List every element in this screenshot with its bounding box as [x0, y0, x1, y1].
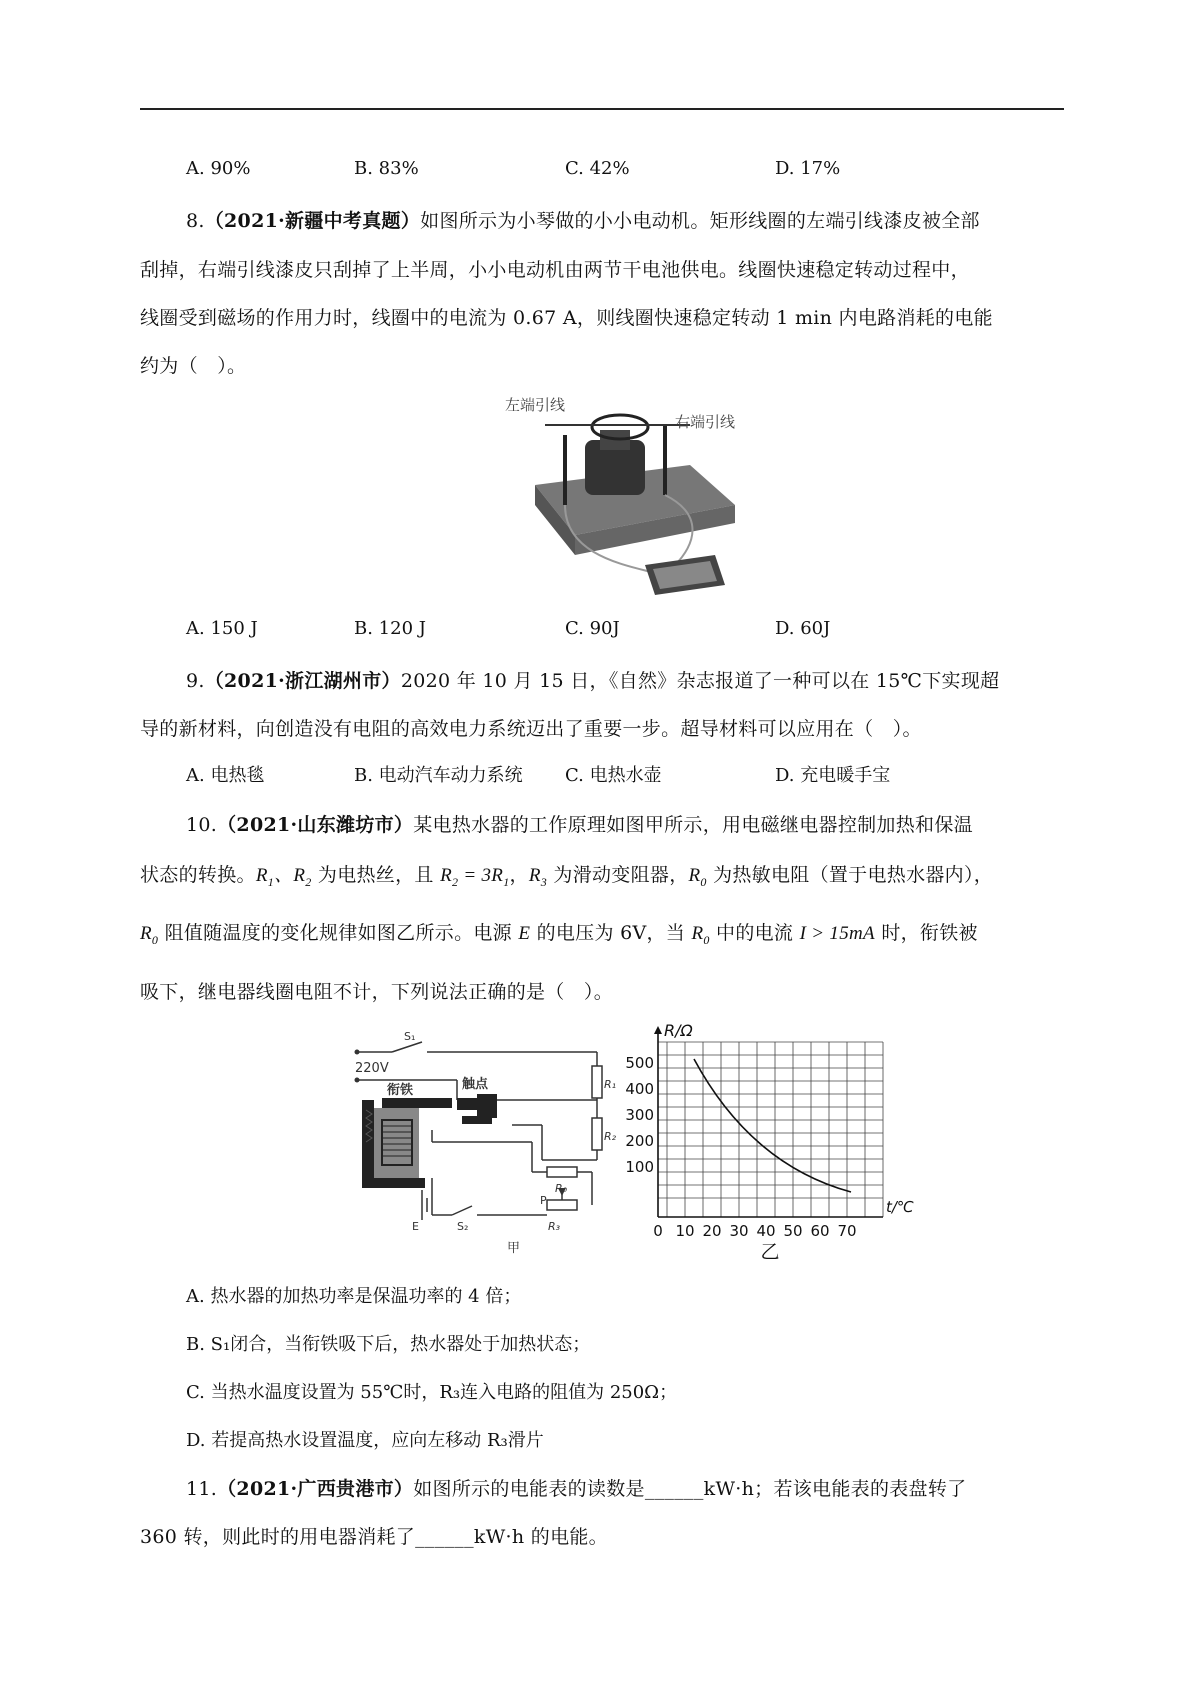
- q9-source: （2021·浙江湖州市）: [204, 670, 401, 692]
- q9-option-c: C. 电热水壶: [565, 765, 662, 786]
- q10-line-3: [140, 918, 978, 948]
- q8-option-a: A. 150 J: [186, 618, 258, 639]
- y-tick-200: 200: [625, 1132, 654, 1150]
- q10-option-a: A. 热水器的加热功率是保温功率的 4 倍；: [186, 1286, 522, 1307]
- y-tick-500: 500: [625, 1054, 654, 1072]
- q8-option-b: B. 120 J: [354, 618, 426, 639]
- x-tick-10: 10: [675, 1222, 695, 1240]
- q10-line-1: [186, 810, 973, 837]
- x-tick-0: 0: [653, 1222, 663, 1240]
- resistance-temperature-graph: [618, 1022, 918, 1262]
- circuit-diagram: [352, 1030, 617, 1260]
- label-e: E: [412, 1220, 419, 1233]
- q8-line-4: 约为（ ）。: [140, 355, 247, 377]
- x-tick-50: 50: [783, 1222, 803, 1240]
- q11-line-2: 360 转，则此时的用电器消耗了______kW·h 的电能。: [140, 1526, 608, 1548]
- q9-text-1: 2020 年 10 月 15 日，《自然》杂志报道了一种可以在 15℃下实现超: [400, 670, 1000, 692]
- q8-line-3: 线圈受到磁场的作用力时，线圈中的电流为 0.67 A，则线圈快速稳定转动 1 min 内电路消耗的电能: [140, 307, 993, 329]
- label-s2: S₂: [457, 1220, 469, 1233]
- q8-number: 8.: [186, 210, 205, 232]
- q7-option-a: A. 90%: [186, 158, 251, 179]
- q10-formula-current: I > 15mA: [799, 923, 875, 944]
- q9-line-2: 导的新材料，向创造没有电阻的高效电力系统迈出了重要一步。超导材料可以应用在（ ）。: [140, 718, 922, 740]
- q10-e: E: [518, 923, 531, 944]
- motor-figure: [505, 395, 745, 600]
- q10-r1-r2: $R_1$、$R_2$: [255, 865, 312, 889]
- q7-option-b: B. 83%: [354, 158, 419, 179]
- x-tick-20: 20: [702, 1222, 722, 1240]
- q10-text-3a: 阻值随温度的变化规律如图乙所示。电源: [164, 922, 512, 944]
- x-tick-40: 40: [756, 1222, 776, 1240]
- q11-text-1: 如图所示的电能表的读数是______kW·h；若该电能表的表盘转了: [413, 1478, 967, 1500]
- q8-line-2: 刮掉，右端引线漆皮只刮掉了上半周，小小电动机由两节干电池供电。线圈快速稳定转动过程中，: [140, 259, 970, 281]
- y-tick-100: 100: [625, 1158, 654, 1176]
- q10-option-d: D. 若提高热水设置温度，应向左移动 R₃滑片: [186, 1430, 544, 1451]
- q10-text-2b: 为电热丝，且: [317, 864, 434, 886]
- left-lead-label: 左端引线: [505, 396, 566, 414]
- q8-source: （2021·新疆中考真题）: [204, 210, 421, 232]
- q9-number: 9.: [186, 670, 205, 692]
- q10-line-4: 吸下，继电器线圈电阻不计，下列说法正确的是（ ）。: [140, 981, 614, 1003]
- label-r1: R₁: [604, 1078, 617, 1091]
- q8-text-1: 如图所示为小琴做的小小电动机。矩形线圈的左端引线漆皮被全部: [420, 210, 980, 232]
- q9-option-d: D. 充电暖手宝: [775, 765, 891, 786]
- q8-line-1: [186, 206, 980, 233]
- q10-formula-r2-3r1: $R_2 = 3R_1$: [440, 865, 510, 889]
- label-r0: R₀: [555, 1182, 568, 1195]
- q11-line-1: [186, 1474, 966, 1501]
- graph-xlabel: t/℃: [886, 1198, 914, 1216]
- q10-text-1: 某电热水器的工作原理如图甲所示，用电磁继电器控制加热和保温: [413, 814, 973, 836]
- q10-r0: $R_0$: [688, 865, 707, 889]
- label-p: P: [540, 1194, 547, 1207]
- q7-option-d: D. 17%: [775, 158, 841, 179]
- q11-number: 11.: [186, 1478, 218, 1500]
- q10-option-c: C. 当热水温度设置为 55℃时，R₃连入电路的阻值为 250Ω；: [186, 1382, 678, 1403]
- q10-number: 10.: [186, 814, 218, 836]
- q8-option-d: D. 60J: [775, 618, 831, 639]
- q10-r0-b: $R_0$: [140, 923, 159, 947]
- label-contact: 触点: [462, 1077, 489, 1092]
- q9-option-a: A. 电热毯: [186, 765, 265, 786]
- q8-option-c: C. 90J: [565, 618, 620, 639]
- right-lead-label: 右端引线: [675, 413, 736, 431]
- header-rule: [140, 108, 1064, 110]
- graph-ylabel: R/Ω: [664, 1021, 693, 1040]
- q7-option-c: C. 42%: [565, 158, 630, 179]
- q10-r3: $R_3$: [528, 865, 548, 889]
- q10-r0-c: $R_0$: [691, 923, 710, 947]
- q11-source: （2021·广西贵港市）: [217, 1478, 414, 1500]
- label-s1: S₁: [404, 1030, 416, 1043]
- x-tick-70: 70: [837, 1222, 857, 1240]
- x-tick-60: 60: [810, 1222, 830, 1240]
- label-jia: 甲: [507, 1241, 521, 1256]
- q10-text-2d: 为热敏电阻（置于电热水器内），: [713, 864, 994, 886]
- q10-text-3d: 时，衔铁被: [881, 922, 978, 944]
- q9-line-1: [186, 666, 999, 693]
- q10-source: （2021·山东潍坊市）: [217, 814, 414, 836]
- label-armature: 衔铁: [387, 1083, 414, 1098]
- q10-text-2a: 状态的转换。: [140, 864, 256, 886]
- x-tick-30: 30: [729, 1222, 749, 1240]
- y-tick-300: 300: [625, 1106, 654, 1124]
- label-r2: R₂: [604, 1130, 617, 1143]
- label-220v: 220V: [355, 1061, 389, 1076]
- q9-option-b: B. 电动汽车动力系统: [354, 765, 523, 786]
- label-r3: R₃: [548, 1220, 561, 1233]
- q10-text-2c: 为滑动变阻器，: [553, 864, 689, 886]
- q10-text-3b: 的电压为 6V，当: [536, 922, 686, 944]
- q10-line-2: 状态的转换。$R_1$、$R_2$ 为电热丝，且 $R_2 = 3R_1$，$R_3$ 为滑动变阻器，$R_0$ 为热敏电阻（置于电热水器内），: [140, 864, 994, 889]
- q10-option-b: B. S₁闭合，当衔铁吸下后，热水器处于加热状态；: [186, 1334, 591, 1355]
- y-tick-400: 400: [625, 1080, 654, 1098]
- graph-label-yi: 乙: [760, 1241, 780, 1263]
- q10-text-3c: 中的电流: [716, 922, 794, 944]
